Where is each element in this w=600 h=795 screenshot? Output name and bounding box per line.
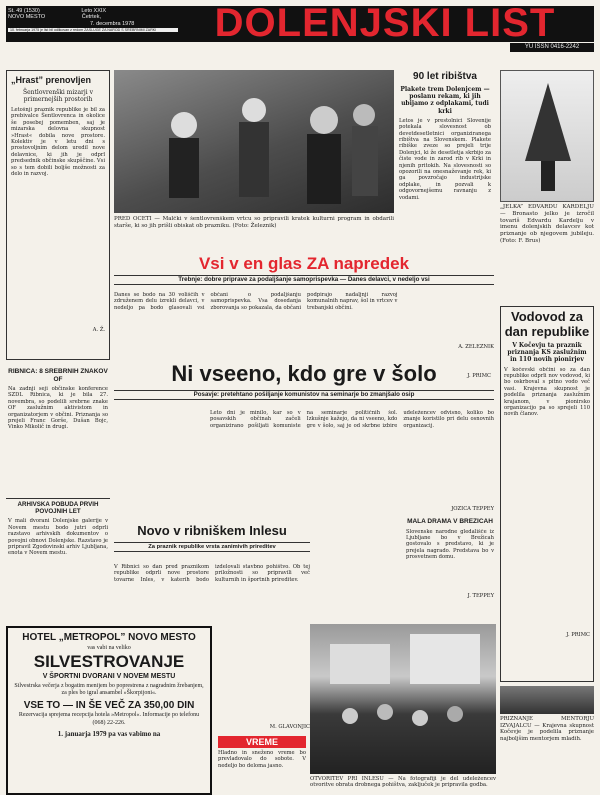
weather-title-text: VREME	[245, 737, 278, 747]
ribniskem-headline-box	[114, 520, 310, 560]
vseeno-headline-box	[114, 360, 494, 406]
vseeno-title: Ni vseeno, kdo gre v šolo	[171, 361, 437, 386]
children-figures-icon	[114, 70, 394, 213]
drama-title: MALA DRAMA V BREZICAH	[407, 518, 493, 525]
crowd-figures-icon	[310, 624, 496, 774]
hrast-author: A. Ž.	[92, 327, 105, 333]
jelka-caption: „JELKA” EDVARDU KARDELJU — Bronasto jelko je izročil tovariš Edvardu Kardelju v imenu dolenjskih delavcev kot priznanje ob njegovem jubileju. (Foto: F. Brus)	[500, 204, 594, 244]
issn: YU ISSN 0416-2242	[510, 43, 594, 52]
weekday: Četrtek,	[81, 14, 101, 21]
issue-number: St. 49 (1530)	[8, 8, 40, 14]
drama-article	[404, 516, 496, 616]
weather-body: Hladno in sneženo vreme bo prevladovalo do sobote. V nedeljo bo deloma jasno.	[218, 750, 306, 769]
arhivska-body: V mali dvorani Dolenjske galerije v Novem mestu bodo jutri odprli razstavo arhivskih dokumentov o povojni obnovi Dolenjske. Razstavo je pripravil Zgodovinski arhiv Ljubljana, enota v Novem mestu.	[8, 518, 108, 557]
arhivska-title: ARHIVSKA POBUDA PRVIH POVOJNIH LET	[17, 501, 99, 516]
inles-caption: OTVORITEV PRI INLESU — Na fotografiji je del udeležencev otvoritve obrata drobnega pohištva, zaključek je pripravila godba.	[310, 776, 496, 789]
vodovod-article	[500, 306, 594, 682]
ribnica-body: Na zadnji seji občinske konference SZDL Ribnica, ki je bila 27. novembra, so podelili srebrne znake OF zaslužnim aktivistom in organizatorjem v občini. Priznanja so prejeli Franc Gorše, Dušan Bojc, Vinko Mikolič in drugi.	[8, 386, 108, 431]
vsi-body: Danes se bodo na 30 voliščih v združenem delu izrekli delavci, v nedeljo pa bodo glasovali vsi občani o podaljšanju samoprispevka. Vsa dosedanja zborovanja so pokazala, da občani podpirajo nadaljnji razvoj komunalnih naprav, šol in vrtcev v trebanjski občini.	[114, 292, 398, 311]
hrast-article	[6, 70, 110, 360]
drama-author: J. TEPPEY	[467, 592, 494, 599]
jelka-photo	[500, 70, 594, 202]
masthead-title: DOLENJSKI LIST	[214, 6, 556, 42]
priznanje-caption: PRIZNANJE MENTORJU IZVAJALCU — Krajevna skupnost Kočevje je podelila priznanje najboljšim mentorjem mladih.	[500, 716, 594, 742]
hotel-booking: Rezervacija sprejema recepcija hotela »Metropol«. Informacije po telefonu (068) 22-226.	[18, 712, 200, 726]
vsi-subtitle: Trebnje: dobre priprave za podaljšanje samoprispevka — Danes delavci, v nedeljo vsi	[114, 275, 494, 285]
vodovod-title: Vodovod za dan republike	[504, 309, 590, 339]
weather-box	[218, 736, 306, 795]
vseeno-subtitle: Posavje: pretehtano pošiljanje komunistov na seminarje bo zmanjšalo osip	[114, 390, 494, 400]
hotel-title: HOTEL „METROPOL” NOVO MESTO	[22, 632, 196, 643]
arhivska-article	[6, 498, 110, 622]
hotel-venue: V ŠPORTNI DVORANI V NOVEM MESTU	[42, 673, 176, 680]
hotel-invite: vas vabi na veliko	[87, 645, 131, 651]
ribistvo-title: 90 let ribištva	[413, 71, 477, 82]
vsi-title: Vsi v en glas ZA napredek	[198, 254, 410, 273]
vsi-author: A. ŽELEZNIK	[458, 344, 494, 350]
hotel-price: VSE TO — IN ŠE VEČ ZA 350,00 DIN	[23, 700, 195, 712]
inles-photo	[310, 624, 496, 774]
award-note: 10. februarja 1975 je list bil odlikovan z redom ZASLUGE ZA NAROD S SREBRNIMI ZARKI	[8, 28, 178, 32]
masthead	[6, 6, 594, 42]
hotel-details: Silvestrska večerja z bogatim menijem bo poprestrena z nagradnim žrebanjem, za ples bo igral ansambel »Škorpijoni«.	[14, 683, 204, 697]
hrast-subtitle: Šentlovrenški mizarji v primernejših prostorih	[23, 89, 93, 103]
ribistvo-author: J. PRIMC	[467, 372, 491, 379]
kindergarten-photo	[114, 70, 394, 213]
hotel-footer: 1. januarja 1979 pa vas vabimo na	[57, 729, 161, 738]
ribnica-title: RIBNICA: 8 SREBRNIH ZNAKOV OF	[8, 368, 108, 383]
ribniskem-body: V Ribnici so dan pred praznikom republike odprli nove prostore tovarne Inles, v katerih bodo izdelovali stavbno pohištvo. Ob tej priložnosti so pripravili več kulturnih in športnih prireditev.	[114, 564, 310, 583]
vodovod-subtitle: V Kočevju ta praznik priznanja KS zaslužnim in 110 novih pionirjev	[507, 342, 587, 364]
ribniskem-author: M. GLAVONJIĆ	[269, 724, 310, 730]
ribnica-article	[6, 366, 110, 494]
kindergarten-caption: PRED OČETI — Malčki v šentlovrenškem vrtcu so pripravili kratek kulturni program in obdarili starše, ki so jih prišli obiskat ob prazniku. (Foto: Železnik)	[114, 216, 394, 229]
vodovod-body: V kočevski občini so za dan republike odprli nov vodovod, ki bo oskrboval s pitno vodo več vasi. Krajevna skupnost je podelila priznanja zaslužnim krajanom, v pionirsko organizacijo pa so sprejeli 110 novih članov.	[504, 366, 590, 418]
mentor-photo	[500, 686, 594, 714]
vseeno-author: JOŽICA TEPPEY	[451, 506, 494, 512]
volume-year: Leto XXIX	[81, 8, 107, 14]
publication-date: 7. decembra 1978	[90, 20, 135, 27]
weather-title	[218, 736, 306, 748]
vseeno-body: Leto dni je minilo, kar so v posavskih občinah začeli organizirano pošiljati komuniste na seminarje političnih šol. Izkušnje kažejo, da ni vseeno, kdo gre v šolo, saj je od skrbne izbire udeležencev odvisno, koliko bo znanje koristilo pri delu osnovnih organizacij.	[210, 410, 494, 429]
hotel-event: SILVESTROVANJE	[33, 652, 185, 671]
ribistvo-subtitle: Plakete trem Dolenjcem — poslanu rekam, ki jih ubijamo z odplakami, tudi krki	[400, 86, 490, 115]
ribniskem-title: Novo v ribniškem Inlesu	[137, 523, 287, 538]
hrast-body: Letošnji praznik republike je bil za prebivalce Šentlovrenca in okolice še posebej pomemben, saj je mizarska delovna skupnost »Hrast« dobila nove prostore. Kolektiv je v letu dni s prostovoljnim delom uredil nove delavnice, ki jih je odprl predsednik občinske skupščine. Vsi so s tem dobili boljše možnosti za delo in razvoj.	[11, 107, 105, 178]
ribniskem-subtitle: Za praznik republike vrsta zanimivih prireditev	[114, 542, 310, 552]
ribistvo-body: Letos je v prestolnici Slovenije potekala slovesnost ob devetdesetletnici organiziranega ribištva na Slovenskem. Plakete ribiške zveze so prejeli trije Dolenjci, ki že desetletja skrbijo za čiste vode in zarod rib v Krki in njenih pritokih. Na slovesnosti so opozorili na onesnaževanje rek, ki ga povzročajo industrijske odplake, in pozvali k odgovornejšemu ravnanju z vodami.	[399, 117, 491, 201]
vsi-headline-box	[114, 254, 494, 288]
vodovod-author: J. PRIMC	[566, 631, 590, 638]
bronze-sculpture-icon	[501, 71, 594, 202]
masthead-info	[8, 8, 178, 40]
hrast-title: „Hrast” prenovljen	[11, 75, 92, 85]
drama-body: Slovenske narodne gledališče iz Ljubljane bo v Brežicah gostovalo s predstavo, ki je prejela nagrado. Predstava bo v prosvetnem domu.	[406, 528, 494, 561]
city-name: NOVO MESTO	[8, 14, 46, 21]
